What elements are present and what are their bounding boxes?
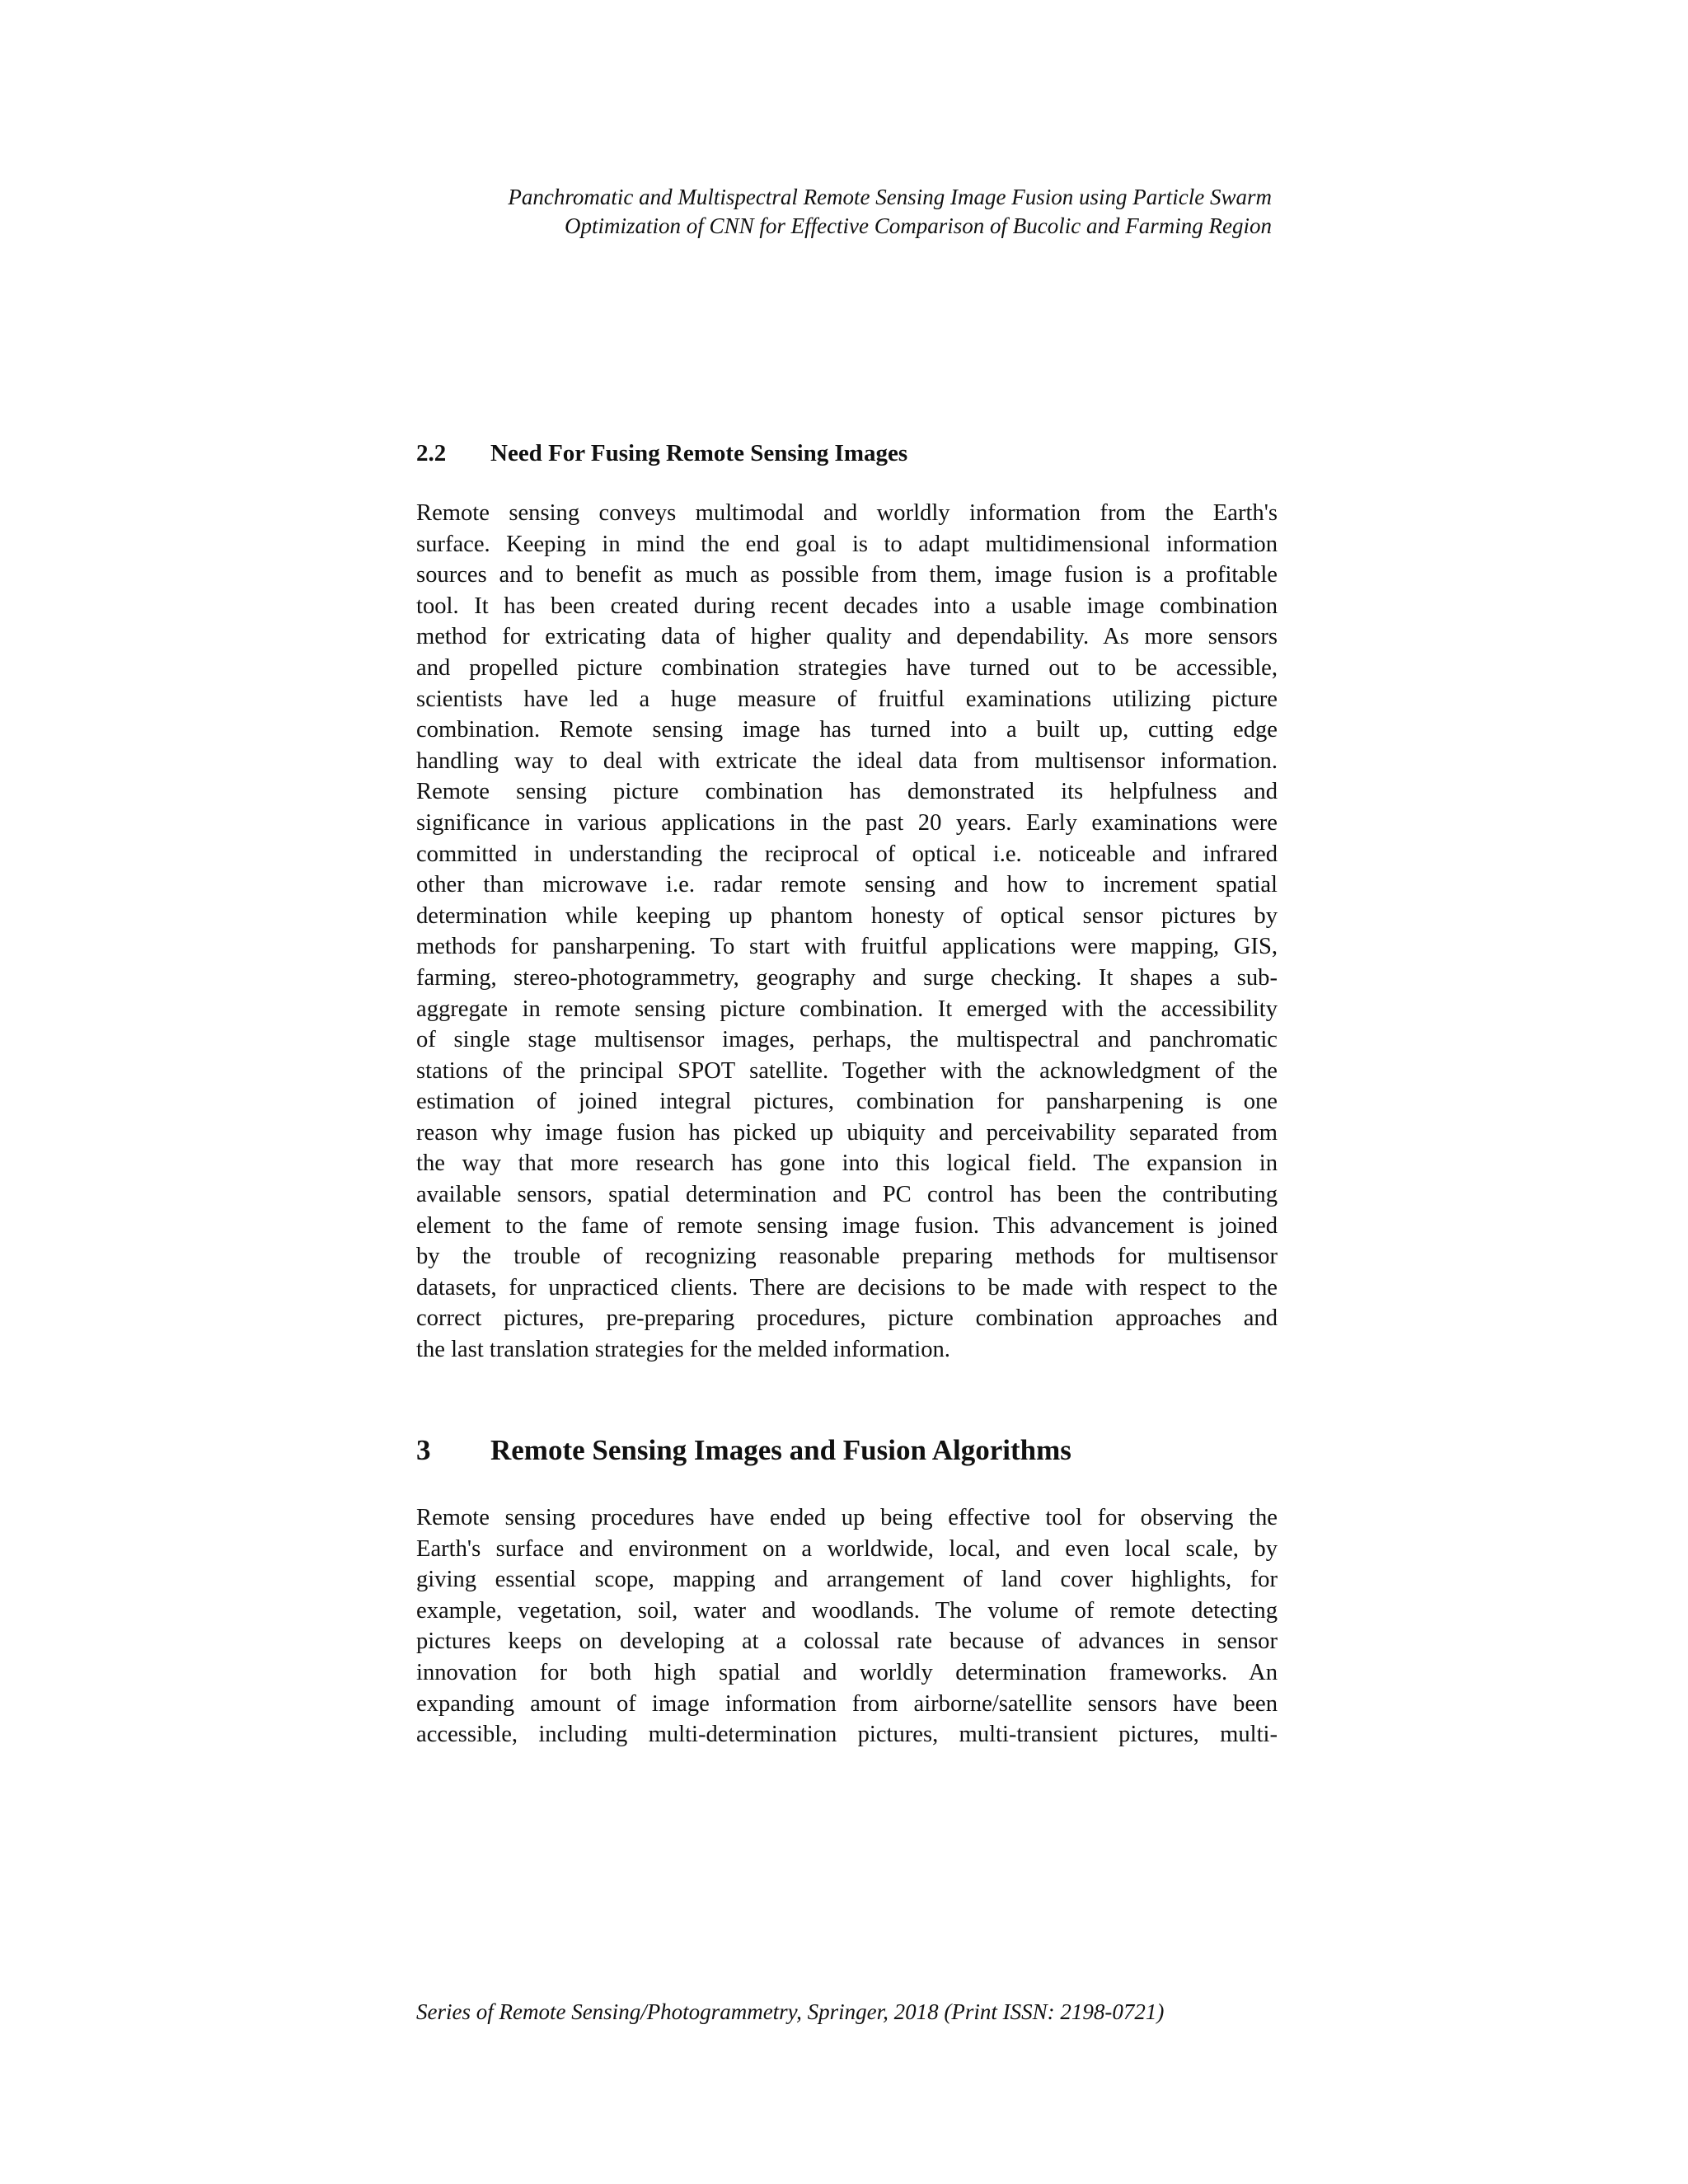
paragraph-line: tool. It has been created during recent decades into a usable image combination <box>416 593 1278 619</box>
paragraph-need-for-fusing <box>416 498 1278 1366</box>
paragraph-line: combination. Remote sensing image has turned into a built up, cutting edge <box>416 717 1278 743</box>
paragraph-line: and propelled picture combination strategies have turned out to be accessible, <box>416 654 1278 681</box>
paragraph-line: accessible, including multi-determination pictures, multi-transient pictures, multi- <box>416 1722 1278 1748</box>
paragraph-line: giving essential scope, mapping and arrangement of land cover highlights, for <box>416 1567 1278 1593</box>
paragraph-line: innovation for both high spatial and worldly determination frameworks. An <box>416 1659 1278 1685</box>
paragraph-line: Remote sensing conveys multimodal and worldly information from the Earth's <box>416 500 1278 526</box>
subsection-number: 2.2 <box>416 440 447 466</box>
paragraph-line: scientists have led a huge measure of fruitful examinations utilizing picture <box>416 686 1278 712</box>
section-title: Remote Sensing Images and Fusion Algorithms <box>490 1434 1071 1466</box>
running-header <box>283 183 1272 241</box>
paragraph-line: surface. Keeping in mind the end goal is to adapt multidimensional information <box>416 531 1278 557</box>
paragraph-line: example, vegetation, soil, water and woodlands. The volume of remote detecting <box>416 1597 1278 1624</box>
paragraph-line: element to the fame of remote sensing image fusion. This advancement is joined <box>416 1212 1278 1239</box>
paragraph-line: datasets, for unpracticed clients. There are decisions to be made with respect to the <box>416 1274 1278 1301</box>
paragraph-line: Remote sensing procedures have ended up being effective tool for observing the <box>416 1505 1278 1530</box>
subsection-title: Need For Fusing Remote Sensing Images <box>490 440 908 466</box>
paragraph-line: method for extricating data of higher quality and dependability. As more sensors <box>416 624 1278 650</box>
running-footer: Series of Remote Sensing/Photogrammetry, Springer, 2018 (Print ISSN: 2198-0721) <box>416 1999 1165 2024</box>
paragraph-line: other than microwave i.e. radar remote sensing and how to increment spatial <box>416 872 1278 898</box>
paragraph-line: committed in understanding the reciprocal of optical i.e. noticeable and infrared <box>416 841 1278 867</box>
running-header-line-2: Optimization of CNN for Effective Comparison of Bucolic and Farming Region <box>565 213 1272 238</box>
paragraph-line: correct pictures, pre-preparing procedures, picture combination approaches and <box>416 1305 1278 1332</box>
subsection-heading <box>416 437 1278 470</box>
paragraph-line: pictures keeps on developing at a colossal rate because of advances in sensor <box>416 1629 1278 1655</box>
paragraph-line: the way that more research has gone into this logical field. The expansion in <box>416 1151 1278 1177</box>
paragraph-remote-sensing-images <box>416 1502 1278 1750</box>
paragraph-line: estimation of joined integral pictures, combination for pansharpening is one <box>416 1089 1278 1115</box>
running-header-line-1: Panchromatic and Multispectral Remote Sensing Image Fusion using Particle Swarm <box>508 185 1272 209</box>
paragraph-line: of single stage multisensor images, perhaps, the multispectral and panchromatic <box>416 1027 1278 1053</box>
paragraph-line: expanding amount of image information from airborne/satellite sensors have been <box>416 1690 1278 1717</box>
paragraph-line: available sensors, spatial determination and PC control has been the contributing <box>416 1182 1278 1208</box>
paragraph-line: handling way to deal with extricate the ideal data from multisensor information. <box>416 748 1278 774</box>
section-number: 3 <box>416 1434 431 1466</box>
paragraph-line: the last translation strategies for the melded information. <box>416 1337 950 1363</box>
paragraph-line: farming, stereo-photogrammetry, geography and surge checking. It shapes a sub- <box>416 964 1278 991</box>
paragraph-line: methods for pansharpening. To start with fruitful applications were mapping, GIS, <box>416 934 1278 960</box>
paragraph-line: significance in various applications in the past 20 years. Early examinations were <box>416 809 1278 836</box>
paragraph-line: Remote sensing picture combination has demonstrated its helpfulness and <box>416 779 1278 805</box>
paragraph-line: aggregate in remote sensing picture combination. It emerged with the accessibility <box>416 996 1278 1022</box>
paragraph-line: Earth's surface and environment on a worldwide, local, and even local scale, by <box>416 1535 1278 1562</box>
paragraph-line: sources and to benefit as much as possible from them, image fusion is a profitable <box>416 562 1278 588</box>
paragraph-line: by the trouble of recognizing reasonable preparing methods for multisensor <box>416 1244 1278 1270</box>
section-heading <box>416 1432 1278 1469</box>
paragraph-line: stations of the principal SPOT satellite. Together with the acknowledgment of the <box>416 1057 1278 1084</box>
paragraph-line: reason why image fusion has picked up ubiquity and perceivability separated from <box>416 1119 1278 1146</box>
paragraph-line: determination while keeping up phantom honesty of optical sensor pictures by <box>416 902 1278 929</box>
